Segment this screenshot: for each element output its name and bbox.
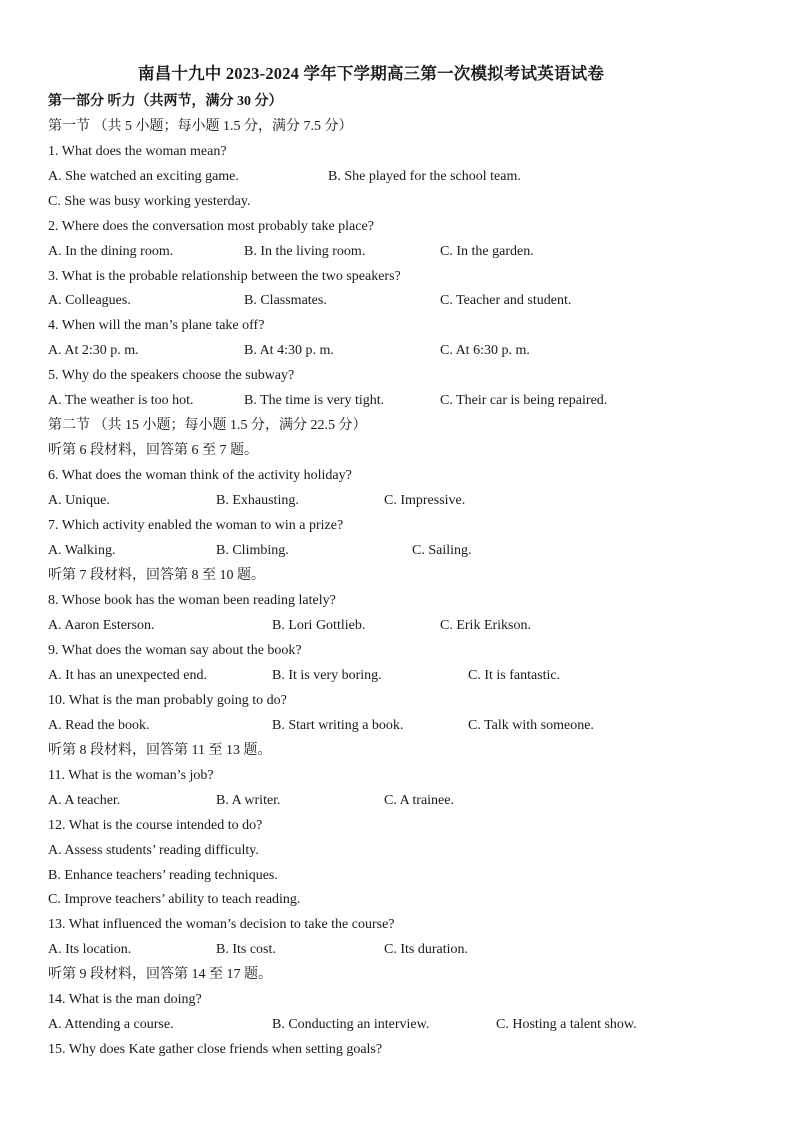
- material-instruction: 听第 9 段材料，回答第 14 至 17 题。: [48, 967, 272, 982]
- option-c: C. At 6:30 p. m.: [440, 343, 530, 358]
- option-b: B. Conducting an interview.: [272, 1017, 430, 1032]
- option-b: B. Exhausting.: [216, 493, 299, 508]
- option-b: B. The time is very tight.: [244, 393, 385, 408]
- option-c: C. It is fantastic.: [468, 668, 561, 683]
- option-c: C. She was busy working yesterday.: [48, 194, 251, 209]
- option-b: B. A writer.: [216, 793, 281, 808]
- question-1: 1. What does the woman mean?: [48, 144, 227, 159]
- question-6: 6. What does the woman think of the activity holiday?: [48, 468, 352, 483]
- option-b: B. Climbing.: [216, 543, 289, 558]
- option-a: A. At 2:30 p. m.: [48, 343, 139, 358]
- option-a: A. Read the book.: [48, 718, 150, 733]
- option-c: C. Its duration.: [384, 942, 468, 957]
- question-2: 2. Where does the conversation most probably take place?: [48, 219, 374, 234]
- option-b: B. In the living room.: [244, 244, 366, 259]
- question-14: 14. What is the man doing?: [48, 992, 202, 1007]
- question-5: 5. Why do the speakers choose the subway?: [48, 368, 295, 383]
- option-a: A. Colleagues.: [48, 293, 131, 308]
- option-a: A. Walking.: [48, 543, 116, 558]
- option-c: C. Teacher and student.: [440, 293, 572, 308]
- option-c: C. A trainee.: [384, 793, 454, 808]
- question-3: 3. What is the probable relationship between the two speakers?: [48, 269, 401, 284]
- option-a: A. She watched an exciting game.: [48, 169, 239, 184]
- option-b: B. Start writing a book.: [272, 718, 404, 733]
- section1-heading: 第一节 （共 5 小题；每小题 1.5 分，满分 7.5 分）: [48, 119, 353, 134]
- option-c: C. Improve teachers’ ability to teach reading.: [48, 892, 301, 907]
- question-8: 8. Whose book has the woman been reading lately?: [48, 593, 336, 608]
- section2-heading: 第二节 （共 15 小题；每小题 1.5 分，满分 22.5 分）: [48, 418, 367, 433]
- option-c: C. Talk with someone.: [468, 718, 594, 733]
- option-a: A. The weather is too hot.: [48, 393, 194, 408]
- option-b: B. Lori Gottlieb.: [272, 618, 366, 633]
- option-a: A. A teacher.: [48, 793, 121, 808]
- page-title: 南昌十九中 2023-2024 学年下学期高三第一次模拟考试英语试卷: [138, 64, 605, 83]
- option-a: A. Its location.: [48, 942, 132, 957]
- option-a: A. Unique.: [48, 493, 110, 508]
- question-13: 13. What influenced the woman’s decision to take the course?: [48, 917, 395, 932]
- question-12: 12. What is the course intended to do?: [48, 818, 263, 833]
- question-9: 9. What does the woman say about the book?: [48, 643, 302, 658]
- option-b: B. It is very boring.: [272, 668, 382, 683]
- option-c: C. Their car is being repaired.: [440, 393, 608, 408]
- option-a: A. It has an unexpected end.: [48, 668, 207, 683]
- question-15: 15. Why does Kate gather close friends when setting goals?: [48, 1042, 383, 1057]
- option-a: A. Aaron Esterson.: [48, 618, 155, 633]
- option-b: B. Classmates.: [244, 293, 327, 308]
- question-10: 10. What is the man probably going to do?: [48, 693, 287, 708]
- option-c: C. Erik Erikson.: [440, 618, 531, 633]
- question-7: 7. Which activity enabled the woman to win a prize?: [48, 518, 344, 533]
- option-c: C. Sailing.: [412, 543, 472, 558]
- option-c: C. Hosting a talent show.: [496, 1017, 637, 1032]
- question-11: 11. What is the woman’s job?: [48, 768, 214, 783]
- option-c: C. In the garden.: [440, 244, 534, 259]
- option-c: C. Impressive.: [384, 493, 466, 508]
- option-b: B. She played for the school team.: [328, 169, 521, 184]
- part1-heading: 第一部分 听力（共两节，满分 30 分）: [48, 94, 283, 109]
- option-a: A. Assess students’ reading difficulty.: [48, 843, 259, 858]
- option-b: B. At 4:30 p. m.: [244, 343, 334, 358]
- material-instruction: 听第 6 段材料，回答第 6 至 7 题。: [48, 443, 258, 458]
- material-instruction: 听第 7 段材料，回答第 8 至 10 题。: [48, 568, 265, 583]
- question-4: 4. When will the man’s plane take off?: [48, 318, 265, 333]
- option-b: B. Its cost.: [216, 942, 276, 957]
- material-instruction: 听第 8 段材料，回答第 11 至 13 题。: [48, 743, 272, 758]
- option-a: A. Attending a course.: [48, 1017, 174, 1032]
- option-a: A. In the dining room.: [48, 244, 174, 259]
- option-b: B. Enhance teachers’ reading techniques.: [48, 868, 278, 883]
